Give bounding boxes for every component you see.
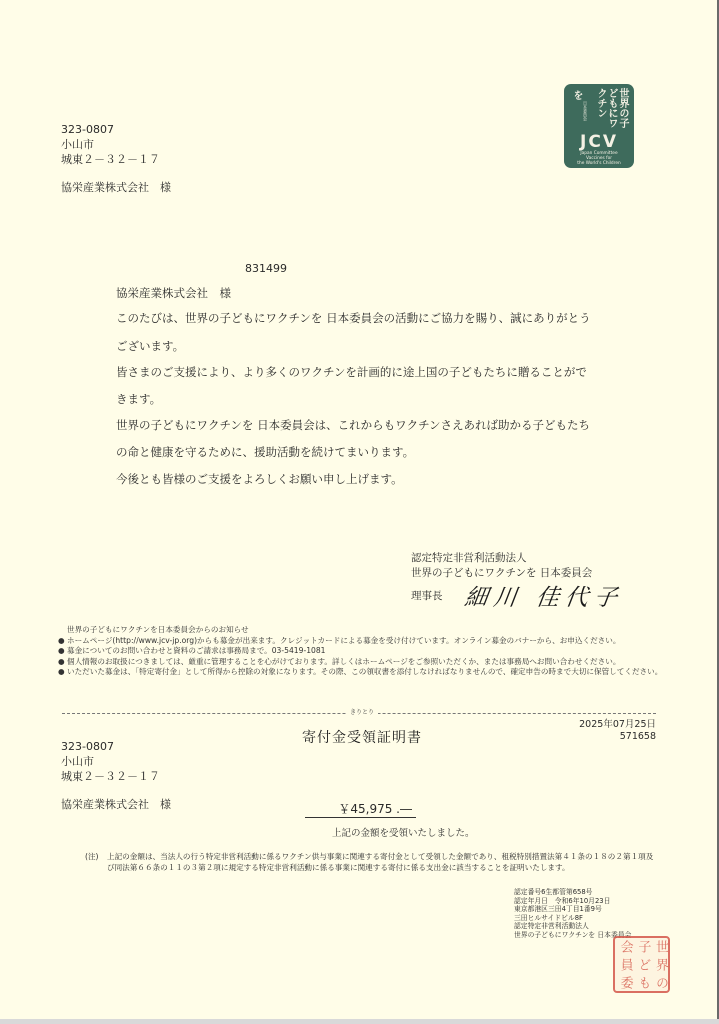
bullet-icon: ●	[58, 635, 65, 645]
city: 小山市	[61, 755, 94, 768]
notice-item-text: いただいた募金は、「特定寄付金」として所得から控除の対象になります。その際、この領収書を添付しなければなりませんので、確定申告の時まで大切に保管してください。	[67, 667, 663, 677]
org-name: 世界の子どもにワクチンを 日本委員会	[411, 567, 593, 579]
cert-line: 三田ヒルサイドビル8F	[514, 913, 583, 922]
cert-line: 認定番号6生都管第658号	[514, 888, 593, 896]
postal-code: 323-0807	[61, 123, 114, 136]
signer-title: 理事長	[411, 590, 443, 602]
donor-id: 831499	[245, 262, 287, 275]
seal-char: 員	[617, 957, 633, 971]
street: 城東２－３２－１７	[61, 153, 160, 166]
donation-amount: ￥45,975 .―	[305, 802, 416, 818]
bullet-icon: ●	[58, 656, 65, 666]
letter-line: の命と健康を守るために、援助活動を続けてまいります。	[116, 445, 415, 459]
note-label: (注)	[85, 852, 99, 861]
seal-char: 世	[653, 940, 668, 954]
seal-char: も	[635, 975, 651, 989]
certification-block	[514, 888, 631, 940]
received-statement: 上記の金額を受領いたしました。	[332, 828, 475, 839]
letter-line: 今後とも皆様のご支援をよろしくお願い申し上げます。	[116, 472, 403, 486]
receipt-date: 2025年07月25日	[579, 719, 656, 730]
notice-item	[56, 667, 666, 678]
seal-char: 委	[617, 975, 633, 989]
seal-char: 界	[653, 957, 668, 971]
note-text: 上記の金額は、当法人の行う特定非営利活動に係るワクチン供与事業に関連する寄付金として受領した金額であり、租税特別措置法第４１条の１８の２第１項及び同法第６６条の１１の３第２項に規定する特定非営利活動に係る事業に関連する寄付に係る支出金に該当することを証明いたします。	[107, 852, 654, 872]
letter-line: このたびは、世界の子どもにワクチンを 日本委員会の活動にご協力を賜り、誠にありがとう	[116, 311, 591, 325]
letter-line: 世界の子どもにワクチンを 日本委員会は、これからもワクチンさえあれば助かる子どもたち	[116, 418, 591, 432]
notice-item-text: ホームページ(http://www.jcv-jp.org)からも募金が出来ます。クレジットカードによる募金を受け付けています。オンライン募金のバナーから、お申込ください。	[67, 635, 621, 645]
cert-line: 認定年月日 令和6年10月23日	[514, 896, 611, 905]
cut-line-label: きりとり	[346, 707, 378, 716]
jcv-logo	[564, 84, 634, 168]
tax-note	[85, 852, 655, 873]
receipt-title: 寄付金受領証明書	[302, 730, 422, 746]
org-type: 認定特定非営利活動法人	[411, 552, 527, 564]
recipient-name: 協栄産業株式会社 様	[61, 181, 171, 194]
bullet-icon: ●	[58, 646, 65, 656]
letter-line: きます。	[116, 392, 162, 406]
logo-acronym: JCV	[580, 132, 618, 152]
receipt-meta	[560, 719, 656, 743]
cert-line: 世界の子どもにワクチンを 日本委員会	[514, 930, 632, 939]
receipt-number: 571658	[619, 731, 656, 742]
recipient-address-receipt	[61, 739, 171, 812]
logo-vertical-particle: を	[571, 90, 582, 100]
letter-line: 皆さまのご支援により、より多くのワクチンを計画的に途上国の子どもたちに贈ることがで	[116, 365, 587, 379]
logo-vertical-title: 世界の子どもにワクチン	[595, 88, 628, 128]
scan-bottom-margin	[0, 1019, 719, 1024]
seal-char: ど	[635, 957, 651, 971]
seal-char: の	[653, 975, 668, 989]
notice-heading: 世界の子どもにワクチンを日本委員会からのお知らせ	[67, 625, 249, 634]
notice-item-text: 募金についてのお問い合わせと資料のご請求は事務局まで。03-5419-1081	[67, 646, 326, 656]
notice-item	[56, 636, 666, 647]
bullet-icon: ●	[58, 667, 65, 677]
logo-subtitle-line: Vaccines for	[585, 156, 613, 161]
official-seal-stamp	[613, 936, 670, 993]
city: 小山市	[61, 138, 94, 151]
logo-subtitle-line: the World's Children	[577, 161, 621, 166]
letter-salutation: 協栄産業株式会社 様	[116, 286, 231, 300]
logo-subtitle-line: Japan Committee	[580, 151, 618, 156]
seal-char: 会	[617, 940, 633, 954]
letter-line: ございます。	[116, 339, 185, 353]
logo-vertical-small: 日本委員会	[583, 101, 588, 121]
recipient-address-top	[61, 122, 171, 195]
handwritten-signature: 細川 佳代子	[462, 585, 625, 611]
cert-line: 東京都港区三田4丁目1番9号	[514, 905, 602, 914]
logo-subtitle	[564, 151, 634, 166]
notice-item	[56, 657, 666, 668]
seal-char: 子	[635, 940, 651, 954]
notice-item-text: 個人情報のお取扱につきましては、厳重に管理することを心がけております。詳しくはホームページをご参照いただくか、または事務局へお問い合わせください。	[67, 656, 621, 666]
street: 城東２－３２－１７	[61, 770, 160, 783]
signature-block	[411, 551, 592, 581]
postal-code: 323-0807	[61, 740, 114, 753]
notice-section	[56, 625, 666, 678]
cert-line: 認定特定非営利活動法人	[514, 922, 589, 931]
notice-item	[56, 646, 666, 657]
recipient-name: 協栄産業株式会社 様	[61, 798, 171, 811]
